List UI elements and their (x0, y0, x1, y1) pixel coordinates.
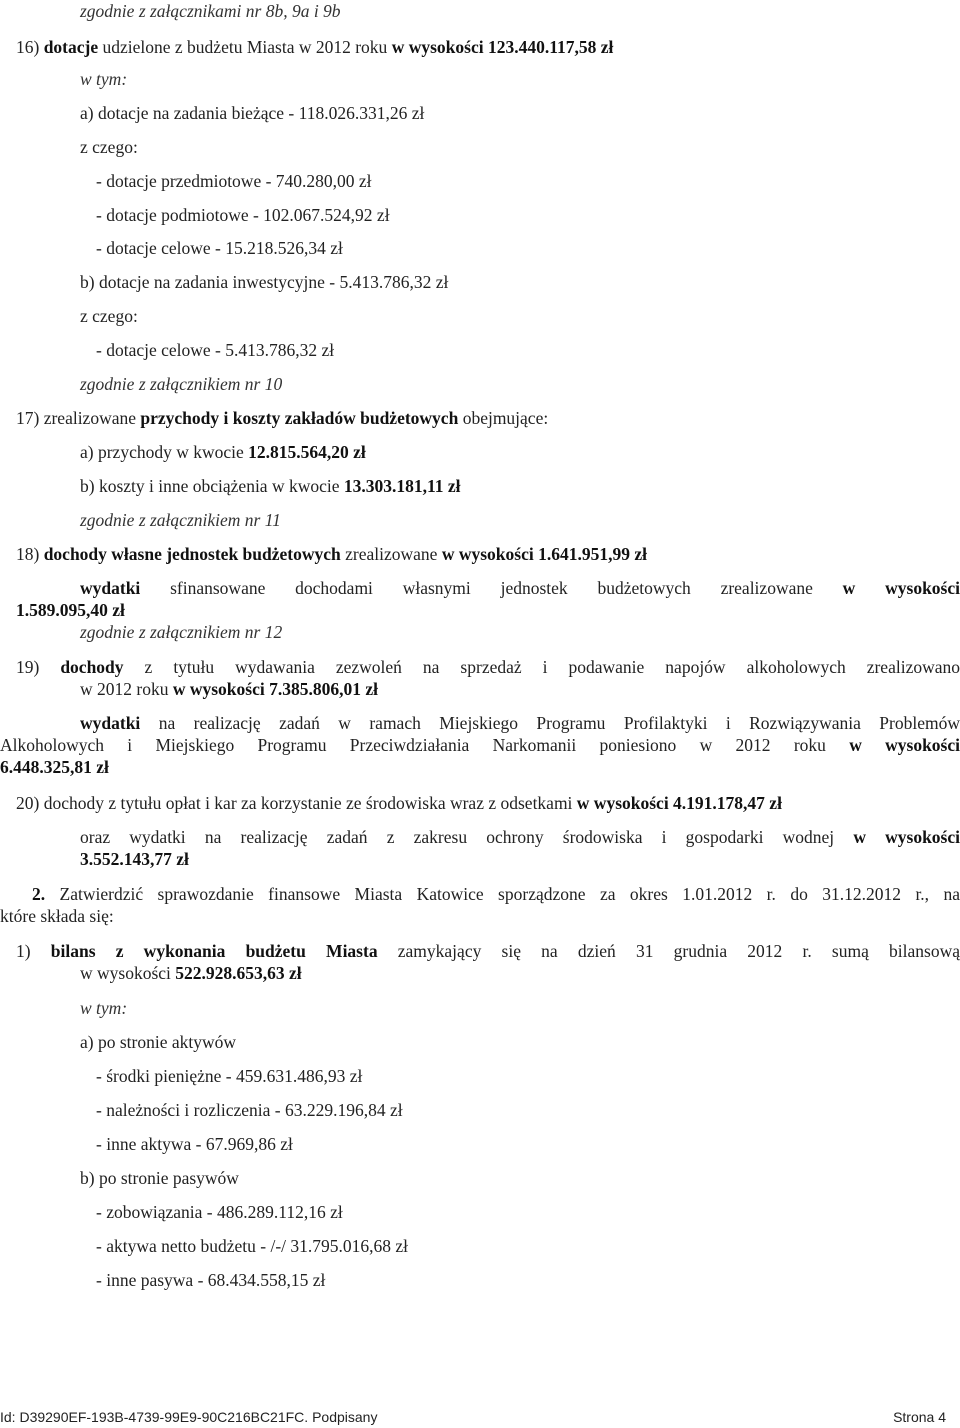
section-2: 2. Zatwierdzić sprawozdanie finansowe Miasta Katowice sporządzone za okres 1.01.2012 r. do 31.12.2012 r., na (32, 884, 960, 904)
attachment-reference: zgodnie z załącznikami nr 8b, 9a i 9b (80, 1, 341, 21)
attachment-reference: zgodnie z załącznikiem nr 11 (80, 510, 281, 530)
subheading-z-czego: z czego: (80, 137, 138, 157)
subheading-z-czego: z czego: (80, 306, 138, 326)
paragraph-line: w 2012 roku w wysokości 7.385.806,01 zł (80, 679, 378, 699)
item-b: b) dotacje na zadania inwestycyjne - 5.413.786,32 zł (80, 272, 449, 292)
list-item: - dotacje celowe - 15.218.526,34 zł (96, 238, 343, 258)
list-item: - dotacje celowe - 5.413.786,32 zł (96, 340, 335, 360)
list-item: - dotacje podmiotowe - 102.067.524,92 zł (96, 205, 390, 225)
item-b: b) po stronie pasywów (80, 1168, 239, 1188)
paragraph-line: w wysokości 522.928.653,63 zł (80, 963, 302, 983)
page-number: Strona 4 (893, 1409, 946, 1425)
amount: 3.552.143,77 zł (80, 849, 189, 869)
list-item: - środki pieniężne - 459.631.486,93 zł (96, 1066, 363, 1086)
item-a: a) po stronie aktywów (80, 1032, 237, 1052)
subheading-w-tym: w tym: (80, 69, 128, 89)
item-20: 20) dochody z tytułu opłat i kar za korzystanie ze środowiska wraz z odsetkami w wysokości 4.191.178,47 zł (16, 793, 782, 813)
item-19: 19) dochody z tytułu wydawania zezwoleń na sprzedaż i podawanie napojów alkoholowych zrealizowano (16, 657, 960, 677)
list-item: - inne pasywa - 68.434.558,15 zł (96, 1270, 326, 1290)
list-item: - należności i rozliczenia - 63.229.196,84 zł (96, 1100, 403, 1120)
amount: 6.448.325,81 zł (0, 757, 109, 777)
list-item: - inne aktywa - 67.969,86 zł (96, 1134, 293, 1154)
amount: 1.589.095,40 zł (16, 600, 125, 620)
attachment-reference: zgodnie z załącznikiem nr 10 (80, 374, 283, 394)
document-id-footer: Id: D39290EF-193B-4739-99E9-90C216BC21FC. Podpisany (0, 1409, 378, 1425)
item-b: b) koszty i inne obciążenia w kwocie 13.303.181,11 zł (80, 476, 461, 496)
paragraph-line: oraz wydatki na realizację zadań z zakresu ochrony środowiska i gospodarki wodnej w wysokości (80, 827, 960, 847)
item-16: 16) dotacje udzielone z budżetu Miasta w 2012 roku w wysokości 123.440.117,58 zł (16, 37, 614, 57)
list-item: - zobowiązania - 486.289.112,16 zł (96, 1202, 343, 1222)
item-a: a) dotacje na zadania bieżące - 118.026.331,26 zł (80, 103, 425, 123)
attachment-reference: zgodnie z załącznikiem nr 12 (80, 622, 283, 642)
paragraph-line: wydatki sfinansowane dochodami własnymi jednostek budżetowych zrealizowane w wysokości (80, 578, 960, 598)
list-item: - aktywa netto budżetu - /-/ 31.795.016,68 zł (96, 1236, 409, 1256)
item-1: 1) bilans z wykonania budżetu Miasta zamykający się na dzień 31 grudnia 2012 r. sumą bilansową (16, 941, 960, 961)
subheading-w-tym: w tym: (80, 998, 128, 1018)
paragraph-line: Alkoholowych i Miejskiego Programu Przeciwdziałania Narkomanii poniesiono w 2012 roku w wysokości (0, 735, 960, 755)
item-18: 18) dochody własne jednostek budżetowych zrealizowane w wysokości 1.641.951,99 zł (16, 544, 647, 564)
paragraph-line: wydatki na realizację zadań w ramach Miejskiego Programu Profilaktyki i Rozwiązywania Problemów (80, 713, 960, 733)
list-item: - dotacje przedmiotowe - 740.280,00 zł (96, 171, 372, 191)
item-a: a) przychody w kwocie 12.815.564,20 zł (80, 442, 366, 462)
paragraph-line: które składa się: (0, 906, 114, 926)
item-17: 17) zrealizowane przychody i koszty zakładów budżetowych obejmujące: (16, 408, 549, 428)
